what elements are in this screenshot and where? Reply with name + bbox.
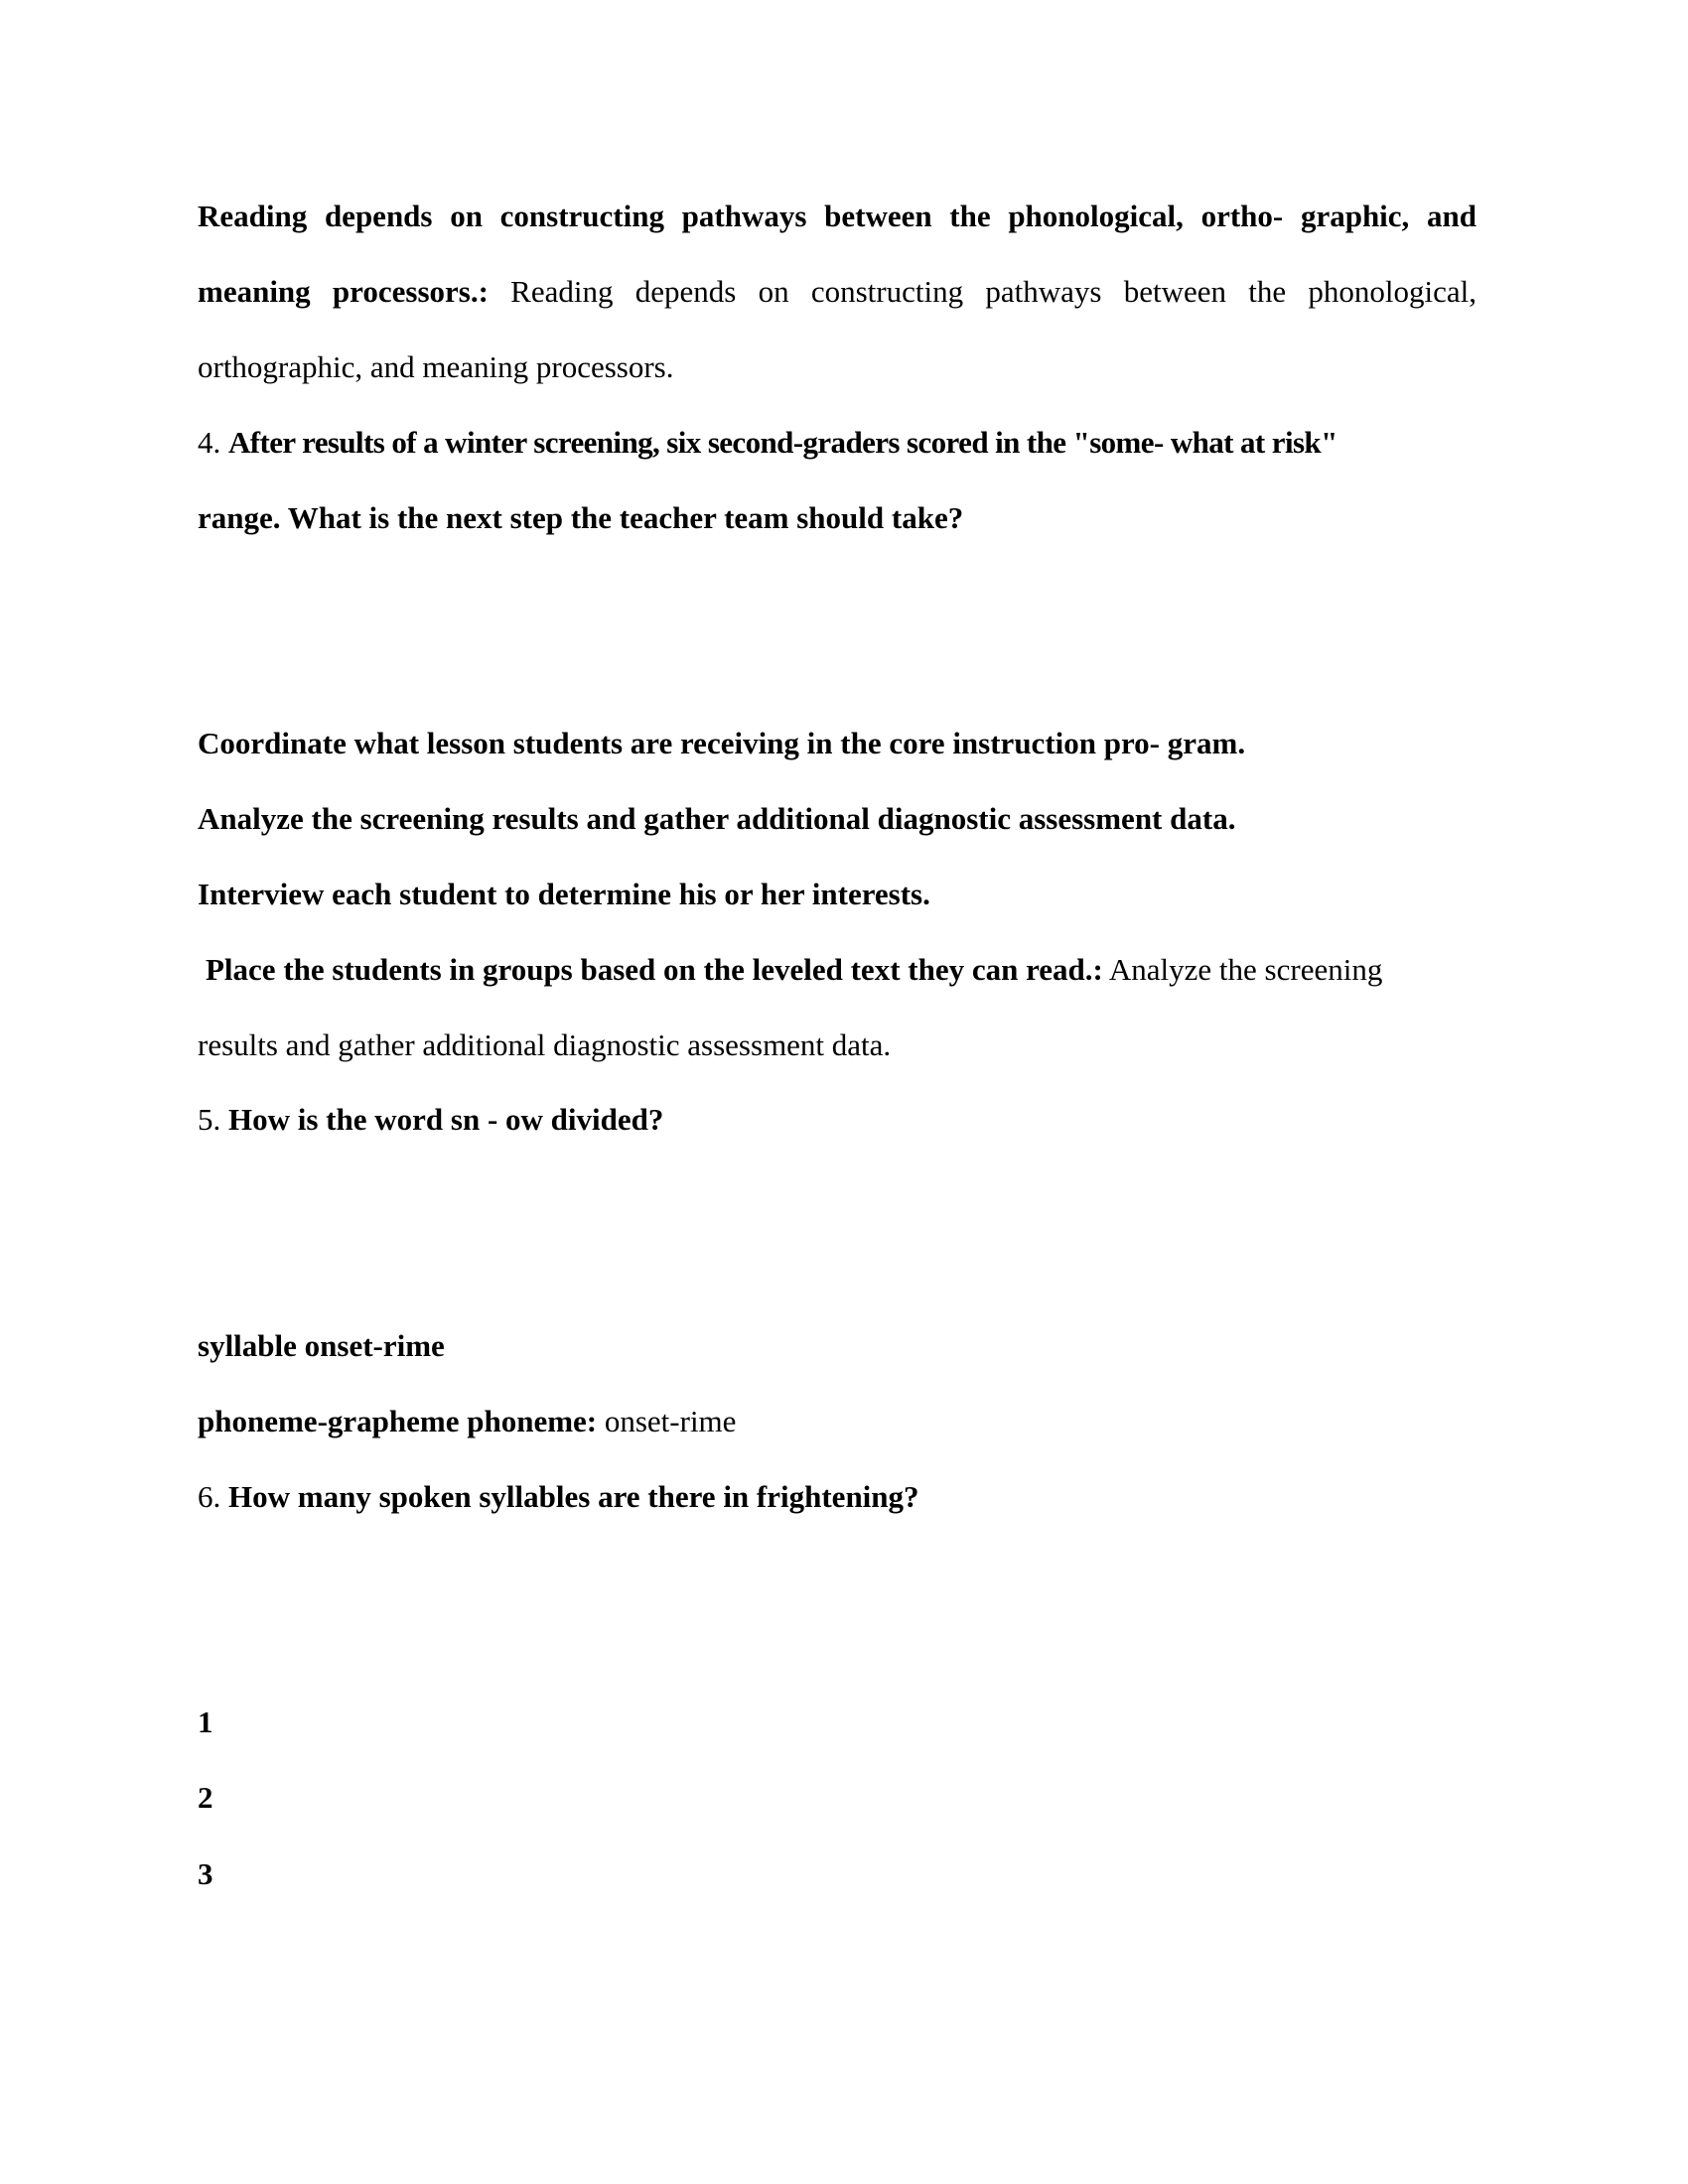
q4-option-3: [198, 875, 1477, 914]
q4-answer-line-2: results and gather additional diagnostic assessment data.: [198, 1027, 892, 1062]
q5-option-text: syllable onset-rime: [198, 1328, 445, 1363]
q6-option-3: [198, 1854, 1477, 1894]
q4-number: 4.: [198, 425, 221, 460]
q4-option-2: [198, 799, 1477, 839]
q4-question-text: After results of a winter screening, six second-graders scored in the "some- what at risk": [228, 425, 1337, 460]
q6-option-1: [198, 1703, 1477, 1742]
q4-option-1: [198, 724, 1477, 763]
q6-option-2: [198, 1778, 1477, 1818]
q5-option-1: [198, 1326, 1477, 1366]
q6-option-text: 3: [198, 1856, 213, 1891]
q5-answer-text: onset-rime: [597, 1404, 737, 1438]
q3-answer-bold: Reading depends on constructing pathways between the phonological, ortho- graphic, and: [198, 199, 1477, 233]
q3-answer-text: Reading depends on constructing pathways between the phonological,: [488, 274, 1477, 309]
q4-option-text: Analyze the screening results and gather additional diagnostic assessment data.: [198, 801, 1236, 836]
q3-answer-line-3: orthographic, and meaning processors.: [198, 349, 674, 384]
q4-option-text: Interview each student to determine his or her interests.: [198, 877, 930, 911]
q5-number: 5.: [198, 1102, 221, 1137]
q6-option-text: 2: [198, 1780, 213, 1815]
q5-question-text: How is the word sn - ow divided?: [228, 1102, 664, 1137]
q5-option-text: phoneme-grapheme phoneme:: [198, 1404, 598, 1438]
q4-option-text: Coordinate what lesson students are receiving in the core instruction pro- gram.: [198, 726, 1246, 760]
q4-answer-text: Analyze the screening: [1102, 952, 1383, 987]
q4-question-line-2: [198, 498, 1477, 538]
q6-question-text: How many spoken syllables are there in frightening?: [228, 1479, 919, 1514]
q3-answer-line-1: [198, 197, 1477, 236]
q6-option-text: 1: [198, 1705, 213, 1739]
q4-option-text: Place the students in groups based on the leveled text they can read.:: [206, 952, 1103, 987]
q3-answer-line-2: [198, 272, 1477, 312]
q4-question-line-1: [198, 423, 1477, 463]
q5-option-2: [198, 1402, 1477, 1441]
q3-answer-label: meaning processors.:: [198, 274, 489, 309]
q4-question-text-2: range. What is the next step the teacher team should take?: [198, 500, 964, 535]
q6-number: 6.: [198, 1479, 221, 1514]
q5-question: [198, 1100, 1477, 1140]
q4-option-4: [206, 950, 1484, 990]
q6-question: [198, 1477, 1477, 1517]
